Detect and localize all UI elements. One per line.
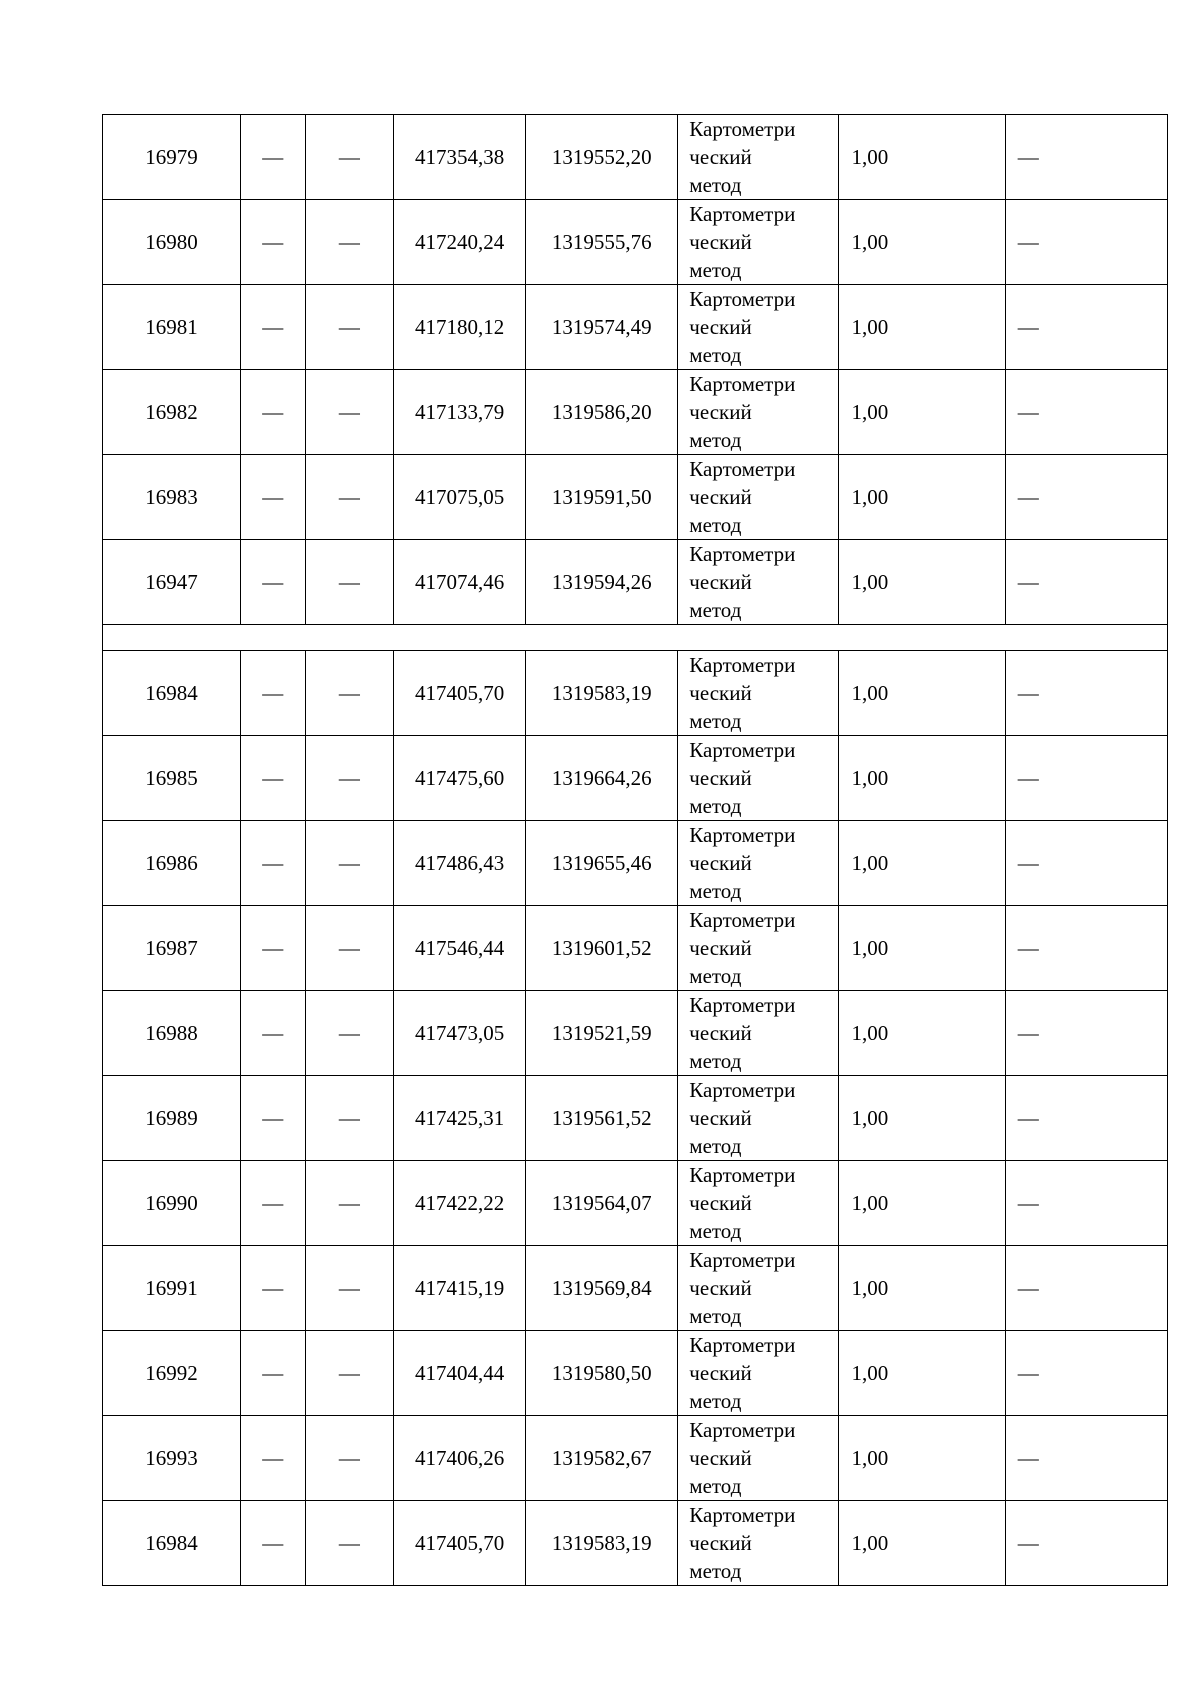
dash-cell: — [305, 821, 394, 906]
dash-cell: — [1005, 455, 1167, 540]
y-coordinate-cell: 1319561,52 [526, 1076, 678, 1161]
table-row [103, 540, 1168, 625]
precision-cell: 1,00 [838, 906, 1005, 991]
y-coordinate-cell: 1319555,76 [526, 200, 678, 285]
table-row [103, 1416, 1168, 1501]
method-text-line: Картометри [689, 1333, 796, 1357]
method-cell [678, 1161, 838, 1246]
method-text-line: метод [689, 1389, 742, 1413]
coordinates-table [102, 114, 1168, 1586]
method-text-line: метод [689, 598, 742, 622]
method-text-line: ческий [689, 681, 752, 705]
table-row [103, 651, 1168, 736]
y-coordinate-cell: 1319591,50 [526, 455, 678, 540]
method-cell [678, 455, 838, 540]
method-cell [678, 1416, 838, 1501]
method-text-line: Картометри [689, 117, 796, 141]
method-text-line: ческий [689, 145, 752, 169]
section-separator-row [103, 625, 1168, 651]
precision-cell: 1,00 [838, 1331, 1005, 1416]
x-coordinate-cell: 417180,12 [394, 285, 526, 370]
precision-cell: 1,00 [838, 540, 1005, 625]
x-coordinate-cell: 417074,46 [394, 540, 526, 625]
table-row [103, 1501, 1168, 1586]
method-text-line: ческий [689, 1361, 752, 1385]
precision-cell: 1,00 [838, 991, 1005, 1076]
point-number-cell: 16990 [103, 1161, 241, 1246]
method-text-line: Картометри [689, 1248, 796, 1272]
y-coordinate-cell: 1319564,07 [526, 1161, 678, 1246]
precision-cell: 1,00 [838, 1416, 1005, 1501]
dash-cell: — [305, 540, 394, 625]
method-text-line: Картометри [689, 738, 796, 762]
dash-cell: — [305, 1501, 394, 1586]
y-coordinate-cell: 1319664,26 [526, 736, 678, 821]
method-text-line: метод [689, 709, 742, 733]
table-row [103, 455, 1168, 540]
precision-cell: 1,00 [838, 1246, 1005, 1331]
method-text-line: ческий [689, 851, 752, 875]
dash-cell: — [1005, 1501, 1167, 1586]
method-text-line: Картометри [689, 1163, 796, 1187]
precision-cell: 1,00 [838, 821, 1005, 906]
dash-cell: — [241, 115, 305, 200]
point-number-cell: 16987 [103, 906, 241, 991]
x-coordinate-cell: 417415,19 [394, 1246, 526, 1331]
dash-cell: — [241, 370, 305, 455]
method-text-line: Картометри [689, 993, 796, 1017]
table-row [103, 1246, 1168, 1331]
table-row [103, 821, 1168, 906]
point-number-cell: 16985 [103, 736, 241, 821]
method-text-line: ческий [689, 230, 752, 254]
method-text-line: метод [689, 343, 742, 367]
dash-cell: — [1005, 1331, 1167, 1416]
dash-cell: — [1005, 1076, 1167, 1161]
dash-cell: — [241, 455, 305, 540]
method-text-line: метод [689, 1134, 742, 1158]
method-text-line: ческий [689, 766, 752, 790]
method-cell [678, 540, 838, 625]
method-cell [678, 285, 838, 370]
method-text-line: метод [689, 1559, 742, 1583]
method-cell [678, 736, 838, 821]
dash-cell: — [305, 1331, 394, 1416]
table-row [103, 991, 1168, 1076]
dash-cell: — [305, 736, 394, 821]
precision-cell: 1,00 [838, 1501, 1005, 1586]
table-row [103, 285, 1168, 370]
dash-cell: — [241, 1416, 305, 1501]
dash-cell: — [1005, 736, 1167, 821]
table-row [103, 200, 1168, 285]
point-number-cell: 16983 [103, 455, 241, 540]
method-cell [678, 370, 838, 455]
y-coordinate-cell: 1319655,46 [526, 821, 678, 906]
method-text-line: ческий [689, 1191, 752, 1215]
x-coordinate-cell: 417240,24 [394, 200, 526, 285]
table-row [103, 736, 1168, 821]
method-text-line: Картометри [689, 1078, 796, 1102]
method-text-line: метод [689, 879, 742, 903]
point-number-cell: 16988 [103, 991, 241, 1076]
method-text-line: Картометри [689, 372, 796, 396]
y-coordinate-cell: 1319569,84 [526, 1246, 678, 1331]
dash-cell: — [241, 1246, 305, 1331]
point-number-cell: 16984 [103, 1501, 241, 1586]
method-text-line: ческий [689, 1276, 752, 1300]
method-text-line: метод [689, 964, 742, 988]
dash-cell: — [305, 1416, 394, 1501]
dash-cell: — [241, 1331, 305, 1416]
dash-cell: — [241, 540, 305, 625]
x-coordinate-cell: 417422,22 [394, 1161, 526, 1246]
x-coordinate-cell: 417406,26 [394, 1416, 526, 1501]
table-body [103, 115, 1168, 1586]
y-coordinate-cell: 1319552,20 [526, 115, 678, 200]
method-text-line: ческий [689, 936, 752, 960]
dash-cell: — [241, 285, 305, 370]
y-coordinate-cell: 1319583,19 [526, 1501, 678, 1586]
dash-cell: — [305, 455, 394, 540]
method-text-line: ческий [689, 570, 752, 594]
x-coordinate-cell: 417486,43 [394, 821, 526, 906]
table-row [103, 1161, 1168, 1246]
y-coordinate-cell: 1319582,67 [526, 1416, 678, 1501]
point-number-cell: 16947 [103, 540, 241, 625]
dash-cell: — [1005, 540, 1167, 625]
precision-cell: 1,00 [838, 1076, 1005, 1161]
precision-cell: 1,00 [838, 115, 1005, 200]
y-coordinate-cell: 1319583,19 [526, 651, 678, 736]
dash-cell: — [241, 906, 305, 991]
point-number-cell: 16981 [103, 285, 241, 370]
dash-cell: — [241, 736, 305, 821]
method-text-line: Картометри [689, 287, 796, 311]
dash-cell: — [305, 115, 394, 200]
method-cell [678, 821, 838, 906]
point-number-cell: 16993 [103, 1416, 241, 1501]
method-text-line: ческий [689, 1021, 752, 1045]
dash-cell: — [1005, 370, 1167, 455]
point-number-cell: 16986 [103, 821, 241, 906]
y-coordinate-cell: 1319521,59 [526, 991, 678, 1076]
dash-cell: — [305, 991, 394, 1076]
method-cell [678, 1076, 838, 1161]
dash-cell: — [305, 285, 394, 370]
precision-cell: 1,00 [838, 1161, 1005, 1246]
method-text-line: Картометри [689, 457, 796, 481]
y-coordinate-cell: 1319574,49 [526, 285, 678, 370]
dash-cell: — [1005, 1246, 1167, 1331]
x-coordinate-cell: 417404,44 [394, 1331, 526, 1416]
dash-cell: — [305, 1076, 394, 1161]
dash-cell: — [305, 200, 394, 285]
point-number-cell: 16979 [103, 115, 241, 200]
method-text-line: ческий [689, 485, 752, 509]
method-cell [678, 1501, 838, 1586]
method-cell [678, 651, 838, 736]
point-number-cell: 16989 [103, 1076, 241, 1161]
dash-cell: — [305, 1161, 394, 1246]
method-text-line: Картометри [689, 202, 796, 226]
dash-cell: — [1005, 1416, 1167, 1501]
dash-cell: — [241, 200, 305, 285]
method-text-line: ческий [689, 1446, 752, 1470]
method-cell [678, 1246, 838, 1331]
dash-cell: — [1005, 1161, 1167, 1246]
dash-cell: — [1005, 906, 1167, 991]
method-text-line: метод [689, 428, 742, 452]
method-text-line: метод [689, 1474, 742, 1498]
dash-cell: — [241, 1161, 305, 1246]
dash-cell: — [1005, 821, 1167, 906]
table-row [103, 115, 1168, 200]
method-text-line: Картометри [689, 823, 796, 847]
method-text-line: Картометри [689, 1503, 796, 1527]
method-cell [678, 200, 838, 285]
x-coordinate-cell: 417475,60 [394, 736, 526, 821]
dash-cell: — [1005, 200, 1167, 285]
dash-cell: — [305, 1246, 394, 1331]
method-text-line: Картометри [689, 1418, 796, 1442]
separator-cell [103, 625, 1168, 651]
dash-cell: — [305, 651, 394, 736]
x-coordinate-cell: 417075,05 [394, 455, 526, 540]
method-text-line: метод [689, 258, 742, 282]
x-coordinate-cell: 417405,70 [394, 651, 526, 736]
precision-cell: 1,00 [838, 736, 1005, 821]
dash-cell: — [1005, 991, 1167, 1076]
method-text-line: метод [689, 1304, 742, 1328]
x-coordinate-cell: 417354,38 [394, 115, 526, 200]
method-text-line: метод [689, 1049, 742, 1073]
dash-cell: — [1005, 285, 1167, 370]
precision-cell: 1,00 [838, 370, 1005, 455]
point-number-cell: 16992 [103, 1331, 241, 1416]
method-text-line: Картометри [689, 908, 796, 932]
dash-cell: — [241, 1501, 305, 1586]
dash-cell: — [305, 906, 394, 991]
method-cell [678, 1331, 838, 1416]
y-coordinate-cell: 1319594,26 [526, 540, 678, 625]
method-text-line: метод [689, 173, 742, 197]
table-row [103, 1076, 1168, 1161]
x-coordinate-cell: 417546,44 [394, 906, 526, 991]
dash-cell: — [305, 370, 394, 455]
method-text-line: метод [689, 513, 742, 537]
method-text-line: Картометри [689, 542, 796, 566]
method-text-line: ческий [689, 1531, 752, 1555]
method-text-line: ческий [689, 315, 752, 339]
precision-cell: 1,00 [838, 455, 1005, 540]
point-number-cell: 16991 [103, 1246, 241, 1331]
y-coordinate-cell: 1319586,20 [526, 370, 678, 455]
point-number-cell: 16980 [103, 200, 241, 285]
x-coordinate-cell: 417405,70 [394, 1501, 526, 1586]
method-cell [678, 115, 838, 200]
point-number-cell: 16984 [103, 651, 241, 736]
point-number-cell: 16982 [103, 370, 241, 455]
method-text-line: метод [689, 794, 742, 818]
precision-cell: 1,00 [838, 285, 1005, 370]
x-coordinate-cell: 417133,79 [394, 370, 526, 455]
method-text-line: ческий [689, 1106, 752, 1130]
y-coordinate-cell: 1319580,50 [526, 1331, 678, 1416]
precision-cell: 1,00 [838, 651, 1005, 736]
method-text-line: Картометри [689, 653, 796, 677]
dash-cell: — [1005, 651, 1167, 736]
dash-cell: — [241, 651, 305, 736]
method-text-line: метод [689, 1219, 742, 1243]
precision-cell: 1,00 [838, 200, 1005, 285]
dash-cell: — [241, 1076, 305, 1161]
x-coordinate-cell: 417425,31 [394, 1076, 526, 1161]
method-cell [678, 991, 838, 1076]
method-text-line: ческий [689, 400, 752, 424]
y-coordinate-cell: 1319601,52 [526, 906, 678, 991]
dash-cell: — [1005, 115, 1167, 200]
dash-cell: — [241, 991, 305, 1076]
table-row [103, 370, 1168, 455]
dash-cell: — [241, 821, 305, 906]
method-cell [678, 906, 838, 991]
table-row [103, 906, 1168, 991]
x-coordinate-cell: 417473,05 [394, 991, 526, 1076]
table-row [103, 1331, 1168, 1416]
